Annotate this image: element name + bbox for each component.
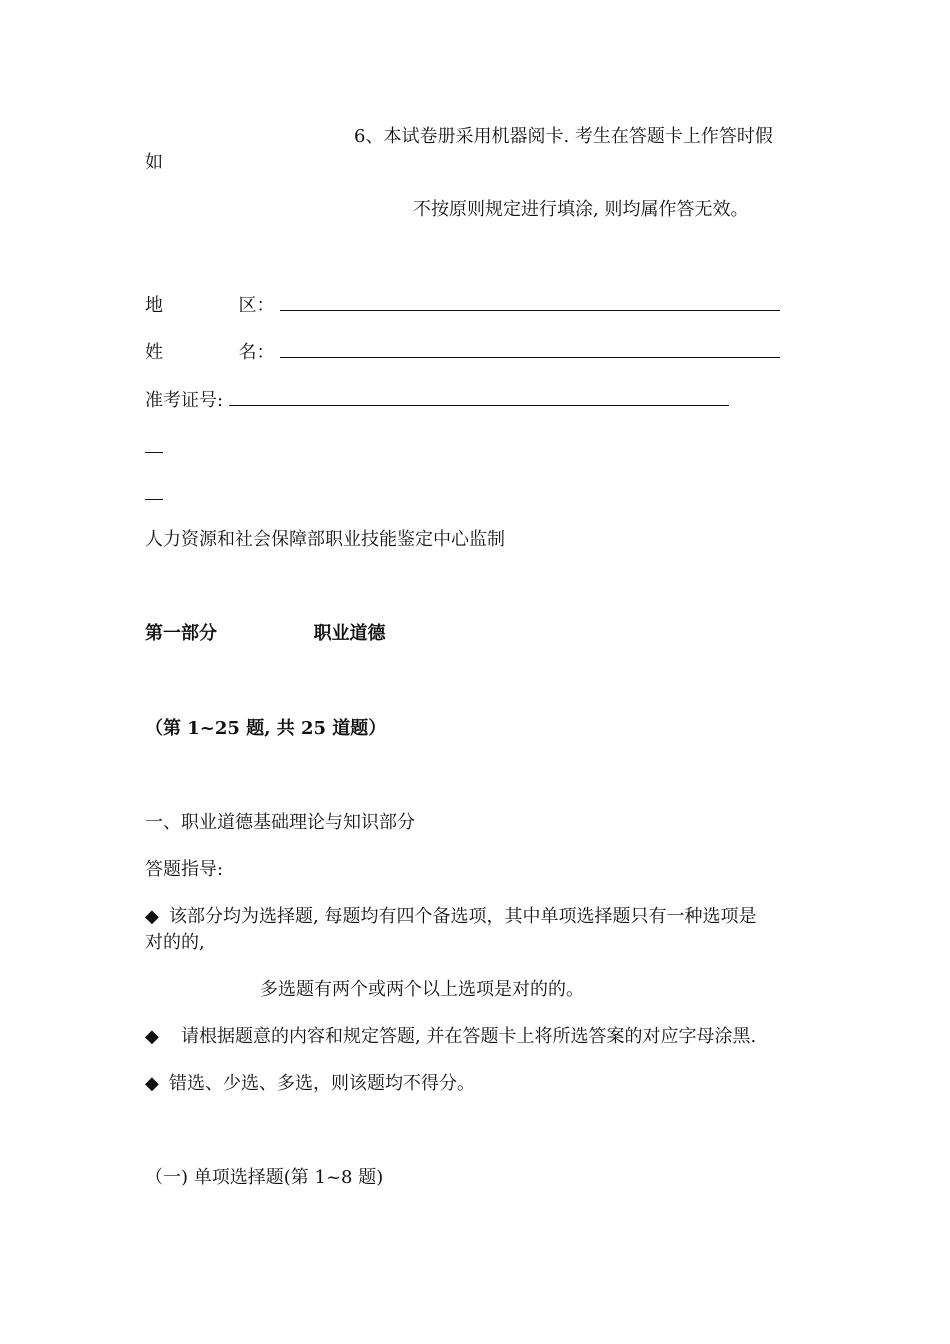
region-row [145, 292, 780, 318]
section-title: 一、职业道德基础理论与知识部分 [145, 812, 415, 833]
notice-line-1: 6、本试卷册采用机器阅卡. 考生在答题卡上作答时假 [354, 126, 773, 147]
diamond-bullet-icon: ◆ [145, 1073, 159, 1094]
bullet-3-text: 错选、少选、多选，则该题均不得分。 [169, 1073, 475, 1094]
region-label-a: 地 [145, 295, 163, 316]
guide-label: 答题指导: [145, 859, 224, 880]
diamond-bullet-icon: ◆ [145, 906, 159, 927]
bullet-3 [145, 1072, 475, 1096]
supervisor-line: 人力资源和社会保障部职业技能鉴定中心监制 [145, 529, 505, 550]
name-row [145, 339, 780, 365]
exam-id-row [145, 387, 729, 413]
name-field[interactable] [280, 339, 780, 358]
dash-1 [145, 440, 163, 464]
part-name: 职业道德 [313, 623, 386, 644]
bullet-2 [145, 1025, 756, 1049]
part-heading [145, 622, 386, 646]
region-field[interactable] [280, 292, 780, 311]
bullet-2-text: 请根据题意的内容和规定答题, 并在答题卡上将所选答案的对应字母涂黑. [181, 1026, 757, 1047]
exam-id-label: 准考证号: [145, 390, 224, 411]
region-label-b: 区： [238, 295, 275, 316]
part-range: （第 1~25 题, 共 25 道题） [145, 718, 387, 739]
bullet-1-text: 该部分均为选择题, 每题均有四个备选项，其中单项选择题只有一种选项是 [169, 906, 757, 927]
part-title: 第一部分 [145, 623, 217, 644]
dash-2 [145, 487, 163, 511]
notice-line-1-wrap: 如 [145, 152, 163, 173]
name-label-a: 姓 [145, 342, 163, 363]
bullet-1-line-1 [145, 905, 756, 929]
diamond-bullet-icon: ◆ [145, 1026, 159, 1047]
bullet-1-line-2: 对的的, [145, 932, 205, 953]
name-label-b: 名： [238, 342, 275, 363]
bullet-1-line-3: 多选题有两个或两个以上选项是对的的。 [260, 979, 584, 1000]
exam-id-field[interactable] [229, 387, 729, 406]
notice-line-2: 不按原则规定进行填涂, 则均属作答无效。 [413, 199, 749, 220]
subsection-title: （一) 单项选择题(第 1~8 题) [145, 1167, 384, 1188]
